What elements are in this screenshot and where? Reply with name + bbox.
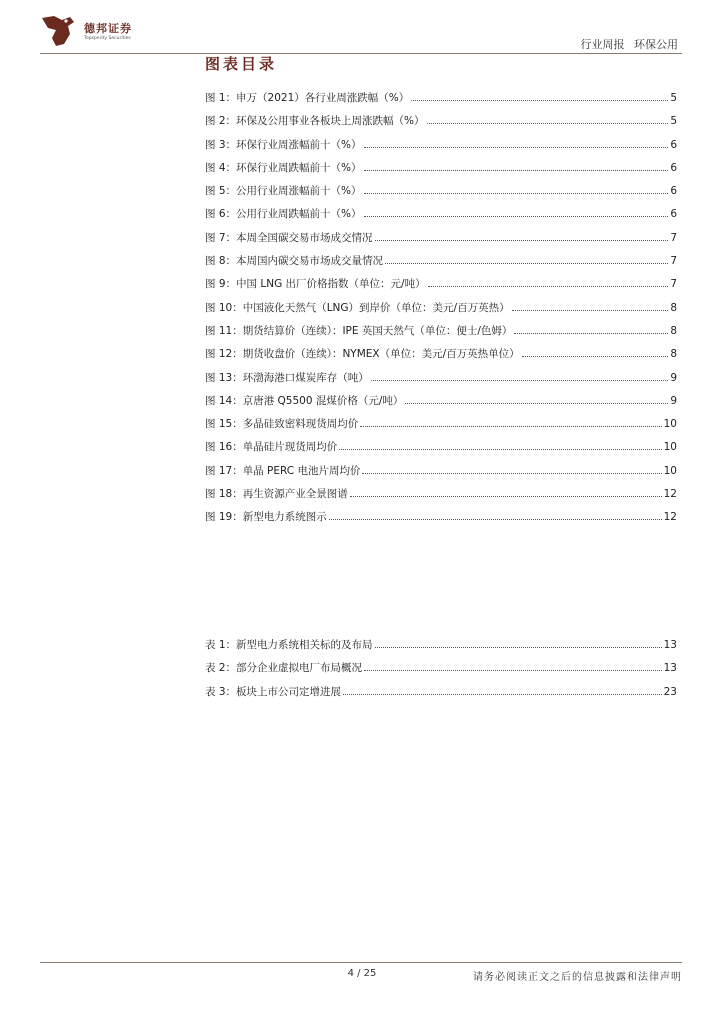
- entry-label: 图 17：: [205, 464, 243, 477]
- figure-toc-entry[interactable]: [205, 509, 677, 532]
- report-type: 行业周报: [580, 38, 625, 51]
- page-header: [0, 0, 724, 60]
- dot-leader: [405, 403, 668, 404]
- figure-toc-entry[interactable]: [205, 393, 677, 416]
- entry-label: 图 8：: [205, 255, 237, 268]
- entry-label: 图 10：: [205, 301, 243, 314]
- entry-title: 新型电力系统图示: [242, 511, 327, 524]
- entry-page-number: 5: [670, 115, 677, 128]
- entry-page-number: 13: [663, 639, 677, 651]
- table-toc-entry[interactable]: [205, 660, 677, 683]
- entry-page-number: 8: [670, 348, 677, 361]
- entry-page-number: 12: [663, 488, 677, 501]
- entry-page-number: 12: [663, 511, 677, 524]
- header-report-info: [581, 36, 679, 52]
- company-logo: [40, 14, 160, 50]
- dot-leader: [514, 333, 668, 334]
- entry-page-number: 13: [663, 662, 677, 675]
- entry-page-number: 10: [663, 464, 677, 477]
- entry-label: 图 3：: [205, 138, 237, 151]
- entry-title: 环保行业周涨幅前十（%）: [236, 138, 362, 151]
- entry-title: 环保及公用事业各板块上周涨跌幅（%）: [236, 115, 425, 128]
- figure-toc-entry[interactable]: [205, 486, 677, 509]
- dot-leader: [364, 670, 662, 671]
- figure-toc-entry[interactable]: [205, 113, 677, 136]
- dot-leader: [329, 519, 662, 520]
- dot-leader: [362, 473, 661, 474]
- entry-label: 图 18：: [205, 488, 243, 501]
- dot-leader: [411, 100, 668, 101]
- page-number: 4 / 25: [347, 968, 377, 979]
- dot-leader: [360, 426, 661, 427]
- figure-list: [205, 90, 677, 533]
- figure-toc-entry[interactable]: [205, 463, 677, 486]
- entry-page-number: 6: [670, 138, 677, 151]
- entry-page-number: 6: [670, 208, 677, 221]
- dot-leader: [339, 449, 661, 450]
- figure-toc-entry[interactable]: [205, 183, 677, 206]
- entry-label: 图 4：: [205, 161, 237, 174]
- figure-toc-entry[interactable]: [205, 206, 677, 229]
- entry-title: 环保行业周跌幅前十（%）: [236, 161, 362, 174]
- entry-label: 图 9：: [205, 278, 237, 291]
- entry-title: 公用行业周涨幅前十（%）: [236, 185, 362, 198]
- entry-page-number: 5: [670, 92, 677, 104]
- entry-title: 新型电力系统相关标的及布局: [236, 639, 373, 651]
- dot-leader: [364, 147, 669, 148]
- table-toc-entry[interactable]: [205, 637, 677, 660]
- entry-label: 图 16：: [205, 441, 243, 454]
- entry-page-number: 7: [670, 278, 677, 291]
- figure-toc-entry[interactable]: [205, 137, 677, 160]
- entry-page-number: 7: [670, 255, 677, 268]
- dot-leader: [343, 694, 662, 695]
- dot-leader: [375, 240, 669, 241]
- entry-label: 图 15：: [205, 418, 243, 431]
- figure-toc-entry[interactable]: [205, 90, 677, 113]
- entry-page-number: 10: [663, 441, 677, 454]
- entry-title: 板块上市公司定增进展: [236, 685, 342, 698]
- entry-page-number: 8: [670, 301, 677, 314]
- entry-page-number: 8: [670, 324, 677, 337]
- entry-title: 中国 LNG 出厂价格指数（单位：元/吨）: [236, 278, 426, 291]
- entry-label: 图 19：: [205, 511, 243, 524]
- entry-title: 期货收盘价（连续）：NYMEX（单位：美元/百万英热单位）: [242, 348, 520, 361]
- legal-disclaimer: 请务必阅读正文之后的信息披露和法律声明: [473, 972, 682, 983]
- section-title: 图表目录: [205, 55, 278, 73]
- entry-page-number: 6: [670, 185, 677, 198]
- entry-title: 多晶硅致密料现货周均价: [242, 418, 359, 431]
- figure-toc-entry[interactable]: [205, 416, 677, 439]
- entry-label: 表 1：: [205, 639, 237, 651]
- entry-title: 部分企业虚拟电厂布局概况: [236, 662, 363, 675]
- entry-page-number: 9: [670, 371, 677, 384]
- dot-leader: [427, 123, 669, 124]
- figure-toc-entry[interactable]: [205, 323, 677, 346]
- table-list: [205, 637, 677, 707]
- dot-leader: [364, 170, 669, 171]
- entry-page-number: 23: [663, 685, 677, 698]
- dot-leader: [522, 356, 669, 357]
- figure-toc-entry[interactable]: [205, 230, 677, 253]
- entry-title: 本周国内碳交易市场成交量情况: [236, 255, 384, 268]
- dot-leader: [350, 496, 662, 497]
- header-divider: [40, 53, 682, 54]
- dot-leader: [385, 263, 668, 264]
- entry-page-number: 6: [670, 161, 677, 174]
- entry-label: 图 2：: [205, 115, 237, 128]
- entry-title: 单晶硅片现货周均价: [242, 441, 338, 454]
- logo-name: 德邦证券: [84, 22, 132, 35]
- figure-toc-entry[interactable]: [205, 439, 677, 462]
- dot-leader: [428, 286, 669, 287]
- entry-label: 图 6：: [205, 208, 237, 221]
- entry-label: 表 3：: [205, 685, 237, 698]
- figure-toc-entry[interactable]: [205, 370, 677, 393]
- entry-label: 图 5：: [205, 185, 237, 198]
- entry-label: 图 14：: [205, 394, 243, 407]
- dot-leader: [512, 310, 669, 311]
- dot-leader: [375, 647, 662, 648]
- entry-title: 再生资源产业全景图谱: [242, 488, 348, 501]
- entry-label: 图 1：: [205, 92, 237, 104]
- entry-page-number: 9: [670, 394, 677, 407]
- entry-title: 京唐港 Q5500 混煤价格（元/吨）: [242, 394, 404, 407]
- industry-name: 环保公用: [634, 38, 678, 51]
- entry-label: 图 13：: [205, 371, 243, 384]
- entry-label: 图 11：: [205, 324, 243, 337]
- dot-leader: [371, 380, 669, 381]
- entry-title: 本周全国碳交易市场成交情况: [236, 231, 373, 244]
- entry-title: 中国液化天然气（LNG）到岸价（单位：美元/百万英热）: [242, 301, 510, 314]
- figure-toc-entry[interactable]: [205, 346, 677, 369]
- entry-title: 环渤海港口煤炭库存（吨）: [242, 371, 369, 384]
- figure-toc-entry[interactable]: [205, 300, 677, 323]
- entry-page-number: 7: [670, 231, 677, 244]
- dragon-logo-icon: [40, 14, 80, 48]
- figure-toc-entry[interactable]: [205, 253, 677, 276]
- entry-page-number: 10: [663, 418, 677, 431]
- dot-leader: [364, 216, 669, 217]
- table-toc-entry[interactable]: [205, 684, 677, 707]
- entry-title: 期货结算价（连续）：IPE 英国天然气（单位：便士/色姆）: [242, 324, 513, 337]
- logo-subtitle: Topsperity Securities: [84, 36, 131, 41]
- entry-title: 公用行业周跌幅前十（%）: [236, 208, 362, 221]
- footer-divider: [40, 962, 682, 963]
- entry-title: 申万（2021）各行业周涨跌幅（%）: [236, 92, 410, 104]
- entry-title: 单晶 PERC 电池片周均价: [242, 464, 361, 477]
- entry-label: 表 2：: [205, 662, 237, 675]
- entry-label: 图 7：: [205, 231, 237, 244]
- figure-toc-entry[interactable]: [205, 160, 677, 183]
- figure-toc-entry[interactable]: [205, 276, 677, 299]
- dot-leader: [364, 193, 669, 194]
- entry-label: 图 12：: [205, 348, 243, 361]
